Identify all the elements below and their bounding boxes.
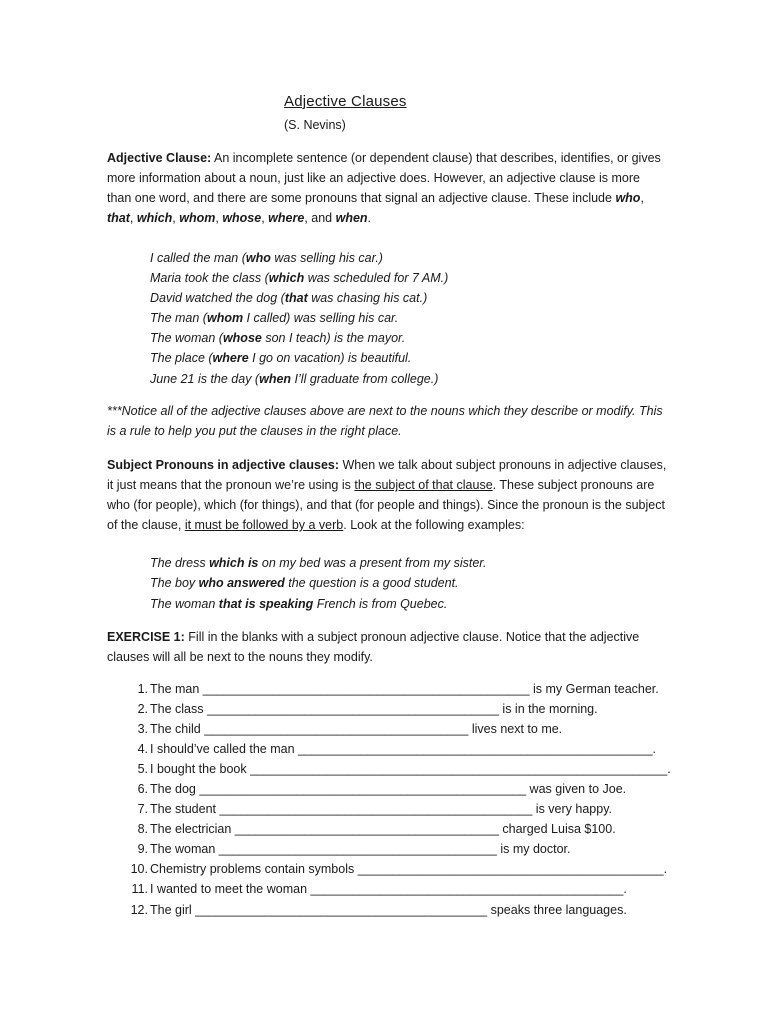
pronoun-whom: whom xyxy=(179,211,216,225)
author-line: (S. Nevins) xyxy=(284,118,346,132)
exercise-item: 6. The dog _______________________________________________ was given to Joe. xyxy=(137,782,627,797)
exercise-item: 8. The electrician ______________________________________ charged Luisa $100. xyxy=(137,822,616,837)
example-list-1 xyxy=(150,248,448,389)
underlined-phrase: the subject of that clause xyxy=(354,478,493,492)
example-sentence: I called the man (who was selling his car.) xyxy=(150,251,383,265)
page-title: Adjective Clauses xyxy=(284,93,407,110)
exercise-item: 10. Chemistry problems contain symbols ____________________________________________. xyxy=(130,862,668,877)
subject-pronouns-heading: Subject Pronouns in adjective clauses: xyxy=(107,458,340,472)
exercise-item: 12. The girl __________________________________________ speaks three languages. xyxy=(130,902,627,917)
pronoun-that: that xyxy=(107,211,130,225)
exercise-item: 3. The child ______________________________________ lives next to me. xyxy=(137,722,563,737)
definition-text: An incomplete sentence (or dependent clause) that describes, identifies, or gives more information about a noun, just like an adjective does. However, an adjective clause is more than one word, and there are some pronouns that signal an adjective clause. These include xyxy=(107,151,661,205)
exercise-item: 5. I bought the book ____________________________________________________________. xyxy=(137,762,671,777)
example-sentence: The boy who answered the question is a good student. xyxy=(150,576,459,591)
underlined-phrase: it must be followed by a verb xyxy=(184,518,344,532)
definition-paragraph: Adjective Clause: An incomplete sentence (or dependent clause) that describes, identifies, or gives more information about a noun, just like an adjective does. However, an adjective clause is more than one word, and there are some pronouns that signal an adjective clause. These include who, that, which, whom, whose, where, and when. xyxy=(107,151,661,225)
pronoun-where: where xyxy=(268,211,305,225)
exercise-item: 9. The woman ________________________________________ is my doctor. xyxy=(137,842,571,857)
notice-paragraph: ***Notice all of the adjective clauses above are next to the nouns which they describe or modify. This is a rule to help you put the clauses in the right place. xyxy=(107,404,663,438)
pronoun-who: who xyxy=(615,191,641,205)
example-sentence: The man (whom I called) was selling his car. xyxy=(150,311,399,326)
pronoun-when: when xyxy=(335,211,368,225)
exercise-instructions: EXERCISE 1: Fill in the blanks with a subject pronoun adjective clause. Notice that the adjective clauses will all be next to the nouns they modify. xyxy=(107,630,640,664)
example-sentence: The woman (whose son I teach) is the mayor. xyxy=(150,331,406,346)
example-sentence: The dress which is on my bed was a present from my sister. xyxy=(150,556,487,570)
exercise-heading: EXERCISE 1: xyxy=(107,630,185,644)
exercise-item: 4. I should’ve called the man ___________________________________________________. xyxy=(137,742,657,757)
example-sentence: The woman that is speaking French is from Quebec. xyxy=(150,596,448,611)
definition-term: Adjective Clause: xyxy=(107,151,212,165)
example-sentence: The place (where I go on vacation) is beautiful. xyxy=(150,351,412,366)
example-sentence: David watched the dog (that was chasing his cat.) xyxy=(150,291,428,306)
subject-pronouns-paragraph: Subject Pronouns in adjective clauses: When we talk about subject pronouns in adjective clauses, it just means that the pronoun we’re using is the subject of that clause. These subject pronouns are who (for people), which (for things), and that (for people and things). Since the pronoun is the subject of the clause, it must be followed by a verb. Look at the following examples: xyxy=(107,458,667,532)
example-list-2 xyxy=(150,553,486,614)
exercise-item: 1. The man _______________________________________________ is my German teacher. xyxy=(137,682,659,696)
pronoun-whose: whose xyxy=(222,211,262,225)
exercise-item: 11. I wanted to meet the woman _____________________________________________. xyxy=(131,882,627,897)
exercise-list xyxy=(107,679,671,920)
example-sentence: June 21 is the day (when I’ll graduate from college.) xyxy=(150,371,439,386)
pronoun-which: which xyxy=(136,211,173,225)
exercise-item: 7. The student _____________________________________________ is very happy. xyxy=(137,802,612,817)
example-sentence: Maria took the class (which was scheduled for 7 AM.) xyxy=(150,271,449,286)
exercise-item: 2. The class __________________________________________ is in the morning. xyxy=(137,702,598,717)
